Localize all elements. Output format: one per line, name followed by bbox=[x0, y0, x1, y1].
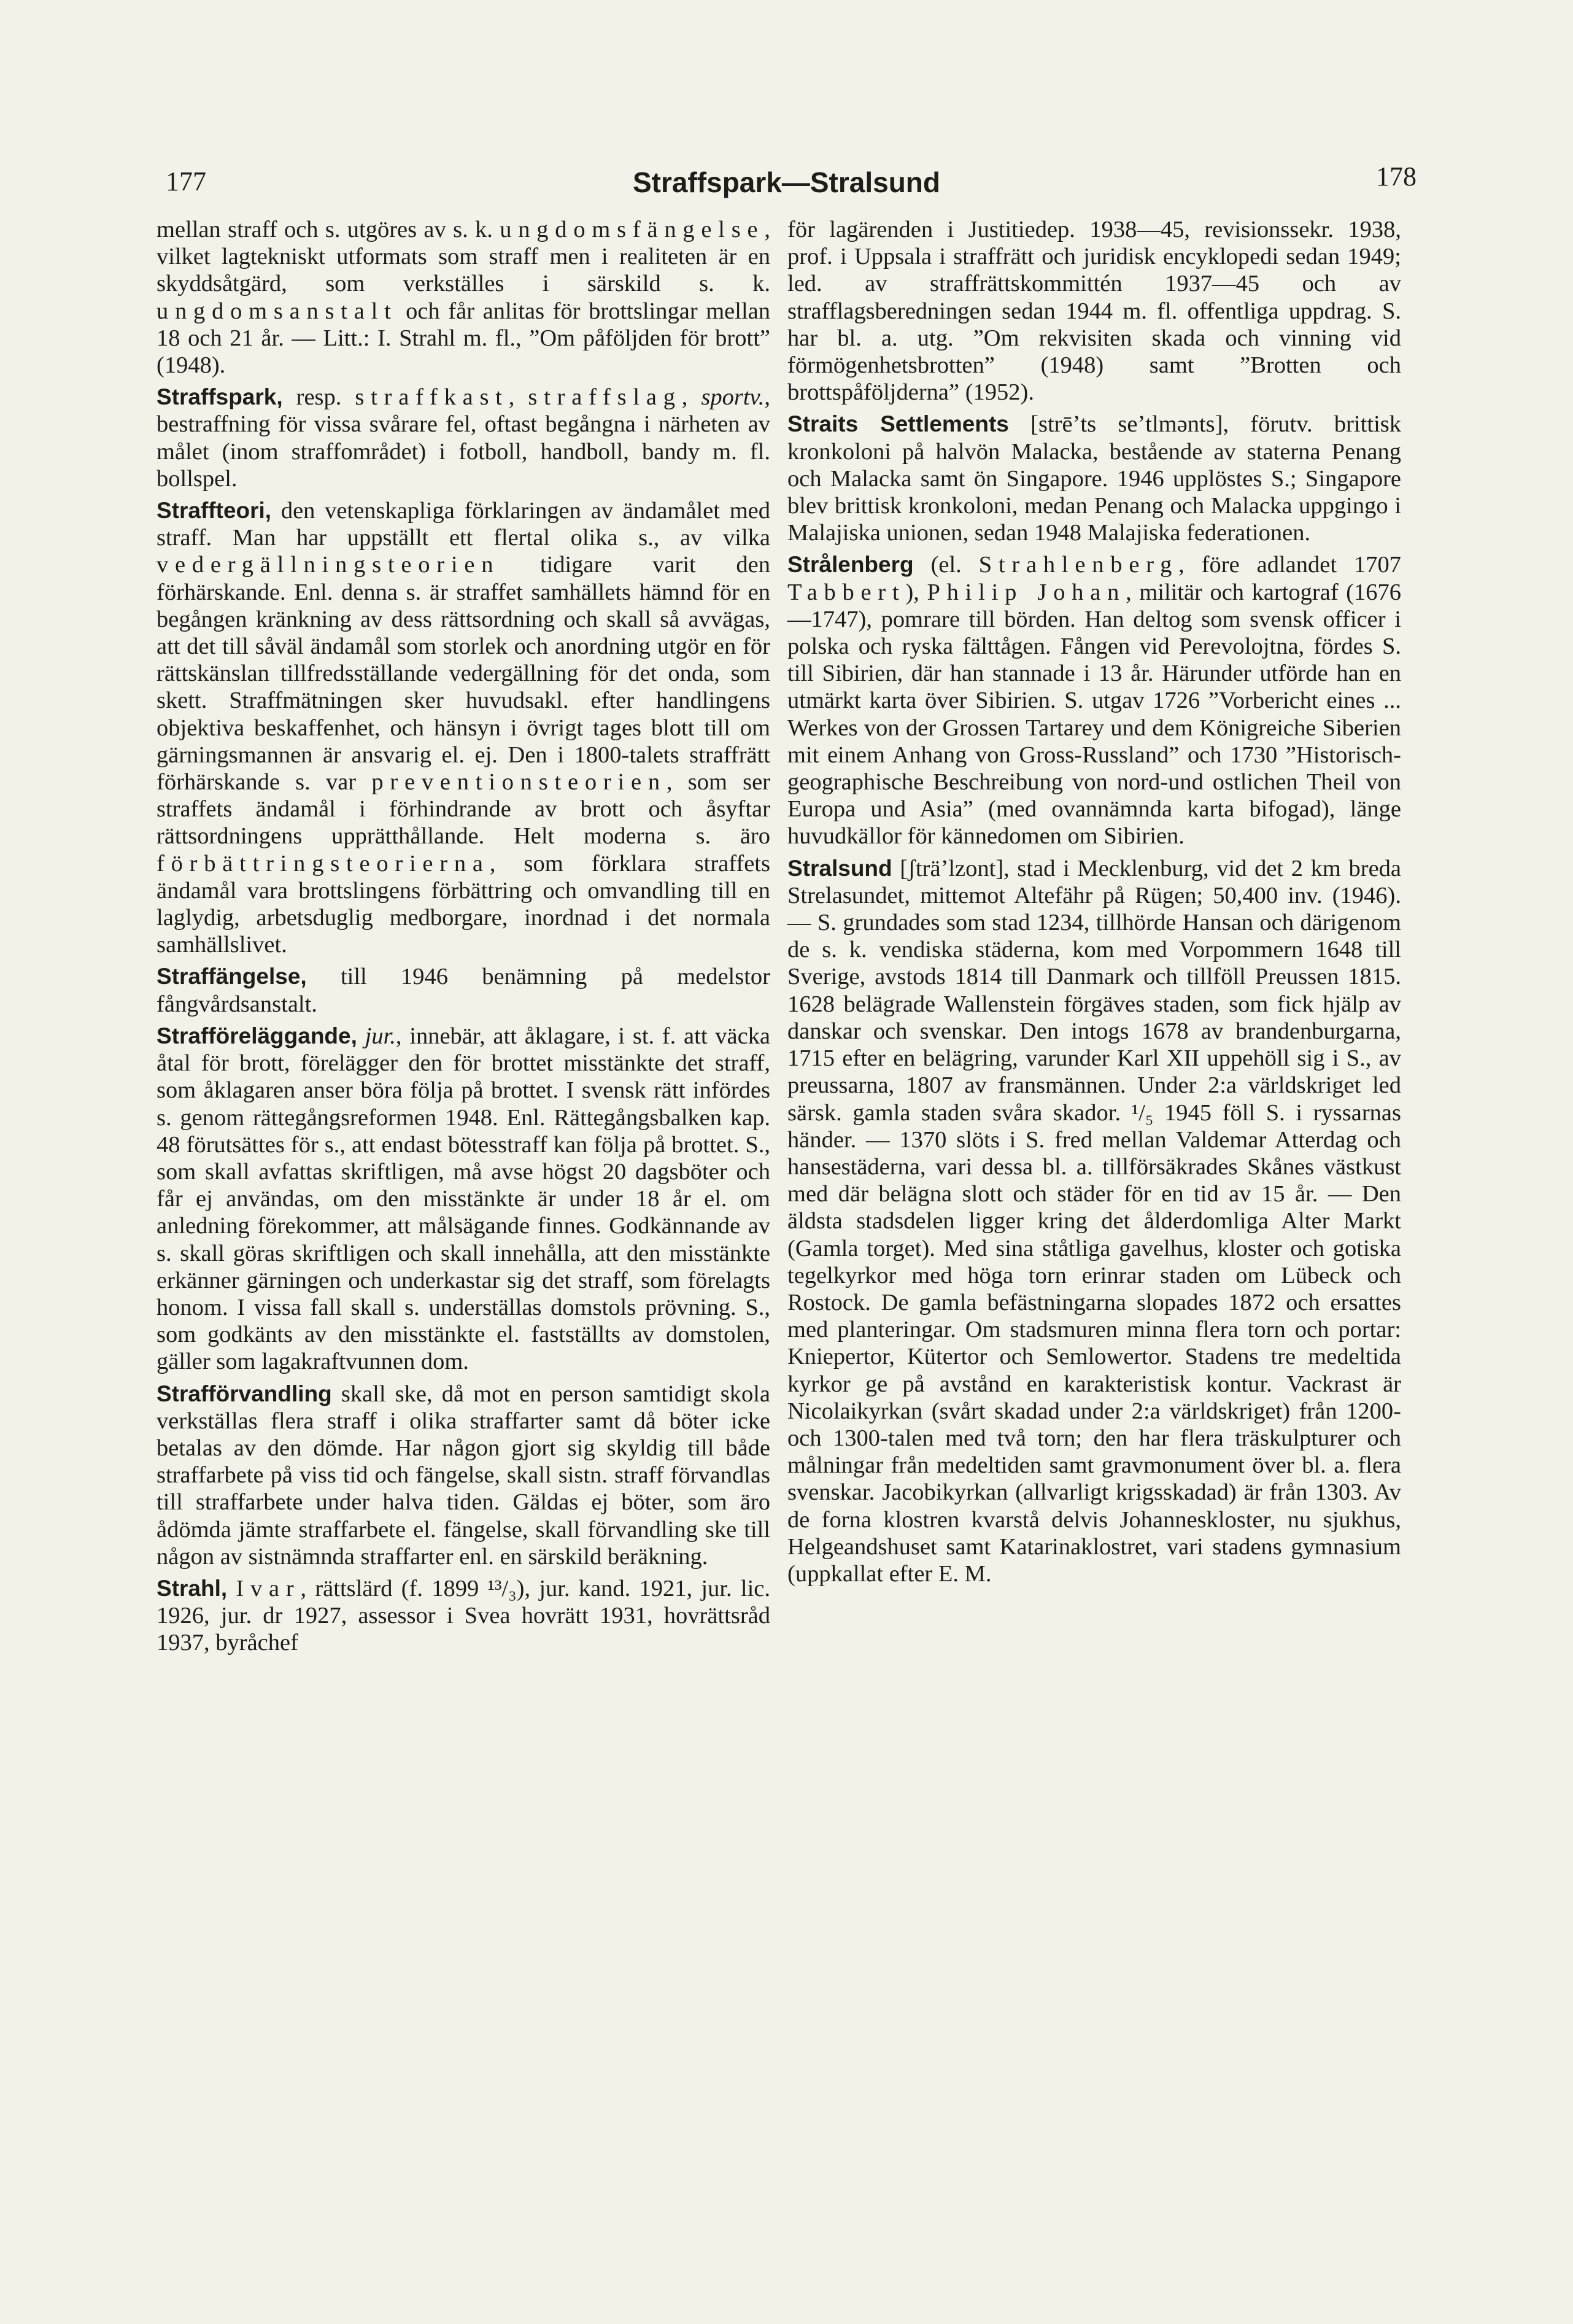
body-text: , som ser straffets ändamål i förhindrande av brott och åsyftar rättsordningens upprätthållande. Helt moderna s. äro bbox=[157, 769, 770, 850]
spaced-term: Tabbert bbox=[787, 579, 906, 605]
italic-abbrev: sportv. bbox=[701, 384, 765, 411]
article-continuation bbox=[157, 216, 770, 379]
entry-headword: Straffspark, bbox=[157, 384, 283, 410]
spaced-term: straffkast bbox=[355, 384, 509, 411]
body-text: , militär och kartograf (1676—1747), pomrare till börden. Han deltog som svensk officer i polska och ryska fälttågen. Fången vid Perevolojtna, fördes S. till Sibirien, där han stannade i 13 år. Härunder utförde han en utmärkt karta över Sibirien. S. utgav 1726 ”Vorbericht eines ... Werkes von der Grossen Tartarey und dem Königreiche Siberien mit einem Anhang von Gross-Russland” och 1730 ”Historisch-geographische Beschreibung von nord-und ostlichen Theil von Europa und Asia” (med ovannämnda karta bifogad), länge huvudkällor för kännedomen om Sibirien. bbox=[787, 579, 1401, 850]
body-text: , rättslärd (f. 1899 ¹³/₃), jur. kand. 1921, jur. lic. 1926, jur. dr 1927, assessor i Svea hovrätt 1931, hovrättsråd 1937, byråchef bbox=[157, 1575, 770, 1656]
article-entry bbox=[157, 384, 770, 492]
article-entry bbox=[787, 551, 1401, 850]
spaced-term: preventionsteorien bbox=[371, 769, 667, 796]
page-number-left: 177 bbox=[166, 166, 206, 196]
spaced-term: ungdomsfängelse bbox=[500, 217, 765, 242]
entry-headword: Straffängelse, bbox=[157, 964, 307, 990]
spaced-term: vedergällningsteorien bbox=[157, 552, 500, 578]
body-text bbox=[357, 1023, 365, 1049]
spaced-term: straffslag bbox=[528, 384, 682, 411]
body-text: , vilket lagtekniskt utformats som straff men i realiteten är en skyddsåtgärd, som verkställes i särskild s. k. bbox=[157, 217, 770, 297]
page-number-right: 178 bbox=[1376, 161, 1416, 192]
article-entry bbox=[157, 963, 770, 1017]
italic-abbrev: jur. bbox=[365, 1023, 396, 1049]
body-text: den vetenskapliga förklaringen av ändamålet med straff. Man har uppställt ett flertal olika s., av vilka bbox=[157, 498, 770, 551]
body-text: ), bbox=[905, 579, 927, 605]
body-text: skall ske, då mot en person samtidigt skola verkställas flera straff i olika straffarter samt då böter icke betalas av den dömde. Har någon gjort sig skyldig till både straffarbete på viss tid och fängelse, skall sistn. straff förvandlas till straffarbete under halva tiden. Gäldas ej böter, som äro ådömda jämte straffarbete el. fängelse, skall förvandling ske till någon av sistnämnda straffarter enl. en särskild beräkning. bbox=[157, 1381, 770, 1570]
running-title: Straffspark—Stralsund bbox=[632, 166, 940, 198]
spaced-term: förbättringsteorierna bbox=[157, 850, 490, 877]
body-text: , bestraffning för vissa svårare fel, oftast begångna i närheten av målet (inom straffområdet) i fotboll, handboll, bandy m. fl. bollspel. bbox=[157, 384, 771, 492]
article-entry bbox=[157, 1023, 770, 1376]
entry-headword: Straits Settlements bbox=[787, 411, 1009, 437]
spaced-term: ungdomsanstalt bbox=[157, 298, 398, 324]
body-text: , bbox=[508, 384, 528, 411]
spaced-term: Strahlenberg bbox=[978, 552, 1179, 578]
body-text: tidigare varit den förhärskande. Enl. denna s. är straffet samhällets hämnd för en begången kränkning av dess rättsordning och skall så avvägas, att det till såväl ändamål som storlek och anordning utgör en för rättskänslan tillfredsställande vedergällning för det onda, som skett. Straffmätningen sker huvudsakl. efter handlingens objektiva beskaffenhet, och hänsyn i övrigt tages blott till om gärningsmannen är ansvarig el. ej. Den i 1800-talets straffrätt förhärskande s. var bbox=[157, 552, 770, 796]
spaced-term: Philip Johan bbox=[927, 579, 1126, 605]
body-text: , innebär, att åklagare, i st. f. att väcka åtal för brott, förelägger den för brottet misstänkte det straff, som åklagaren anser böra följa på brottet. I svensk rätt infördes s. genom rättegångsreformen 1948. Enl. Rättegångsbalken kap. 48 förutsättes för s., att endast bötesstraff kan följa på brottet. S., som skall avfattas skriftligen, må avse högst 20 dagsböter och får ej användas, om den misstänkte är under 18 år el. om anledning förekommer, att målsägande finnes. Godkännande av s. skall göras skriftligen och skall innehålla, att den misstänkte erkänner gärningen och underkastar sig det straff, som förelagts honom. I vissa fall skall s. underställas domstols prövning. S., som godkänts av den misstänkte el. fastställts av domstolen, gäller som lagakraftvunnen dom. bbox=[157, 1023, 770, 1375]
article-entry bbox=[787, 855, 1401, 1587]
entry-headword: Strafföreläggande, bbox=[157, 1023, 357, 1048]
body-text: och får anlitas för brottslingar mellan 18 och 21 år. — Litt.: I. Strahl m. fl., ”Om påföljden för brott” (1948). bbox=[157, 298, 770, 379]
body-text: [strēʼts seʼtlmənts], förutv. brittisk kronkoloni på halvön Malacka, bestående av staterna Penang och Malacka samt ön Singapore. 1946 upplöstes S.; Singapore blev brittisk kronkoloni, medan Penang och Malacka uppgingo i Malajiska unionen, sedan 1948 Malajiska federationen. bbox=[787, 411, 1402, 546]
entry-headword: Strahl, bbox=[157, 1575, 228, 1601]
body-text bbox=[227, 1576, 236, 1602]
body-text: (el. bbox=[913, 552, 979, 578]
article-entry bbox=[157, 1381, 770, 1570]
article-entry bbox=[157, 1575, 770, 1657]
body-text: , före adlandet 1707 bbox=[1178, 552, 1401, 578]
article-entry bbox=[787, 411, 1401, 546]
body-text: [ʃträʼlzont], stad i Mecklenburg, vid det 2 km breda Strelasundet, mittemot Altefähr på Rügen; 50,400 inv. (1946). — S. grundades som stad 1234, tillhörde Hansan och därigenom de s. k. vendiska städerna, kom med Vorpommern 1648 till Sverige, avstods 1814 till Danmark och tillföll Preussen 1815. 1628 belägrade Wallenstein förgäves staden, som fick hjälp av danskar och svenskar. Den intogs 1678 av brandenburgarna, 1715 efter en belägring, varunder Karl XII uppehöll sig i S., av preussarna, 1807 av fransmännen. Under 2:a världskriget led särsk. gamla staden svåra skador. ¹/₅ 1945 föll S. i ryssarnas händer. — 1370 slöts i S. fred mellan Valdemar Atterdag och hansestäderna, vari dessa bl. a. tillförsäkrades Skånes västkust med där belägna slott och städer för en tid av 15 år. — Den äldsta stadsdelen ligger kring det ålderdomliga Alter Markt (Gamla torget). Med sina ståtliga gavelhus, kloster och gotiska tegelkyrkor med höga torn erinrar staden om Lübeck och Rostock. De gamla befästningarna slopades 1872 och ersattes med planteringar. Om stadsmuren minna flera torn och portar: Kniepertor, Kütertor och Semlowertor. Stadens tre medeltida kyrkor ge på avstånd en karakteristisk kontur. Vackrast är Nicolaikyrkan (svårt skadad under 2:a världskriget) från 1200- och 1300-talen med två torn; den har flera träskulpturer och målningar från medeltiden samt gravmonument över bl. a. flera svenskar. Jacobikyrkan (allvarligt krigsskadad) är från 1303. Av de forna klostren kvarstå delvis Johanneskloster, nu sjukhus, Helgeandshuset samt Katarinaklostret, vari stadens gymnasium (uppkallat efter E. M. bbox=[787, 855, 1401, 1587]
body-text: till 1946 benämning på medelstor fångvårdsanstalt. bbox=[157, 964, 770, 1017]
entry-headword: Straffteori, bbox=[157, 498, 272, 524]
entry-headword: Strafförvandling bbox=[157, 1381, 332, 1406]
right-column bbox=[787, 216, 1401, 1592]
body-text: , som förklara straffets ändamål vara brottslingens förbättring och omvandling till en laglydig, arbetsduglig medborgare, inordnad i det normala samhällslivet. bbox=[157, 850, 770, 958]
article-continuation bbox=[787, 216, 1401, 406]
entry-headword: Stralsund bbox=[787, 855, 892, 881]
body-text: resp. bbox=[282, 384, 355, 411]
body-text: mellan straff och s. utgöres av s. k. bbox=[157, 217, 500, 242]
left-column bbox=[157, 216, 770, 1662]
body-text: , bbox=[681, 384, 701, 411]
body-text: för lagärenden i Justitiedep. 1938—45, revisionssekr. 1938, prof. i Uppsala i straffrätt och juridisk encyklopedi sedan 1949; led. av straffrättskommittén 1937—45 och av strafflagsberedningen sedan 1944 m. fl. offentliga uppdrag. S. har bl. a. utg. ”Om rekvisiten skada och vinning vid förmögenhetsbrotten” (1948) samt ”Brotten och brottspåföljderna” (1952). bbox=[787, 217, 1401, 406]
spaced-term: Ivar bbox=[236, 1575, 301, 1602]
entry-headword: Strålenberg bbox=[787, 552, 914, 578]
article-entry bbox=[157, 497, 770, 958]
